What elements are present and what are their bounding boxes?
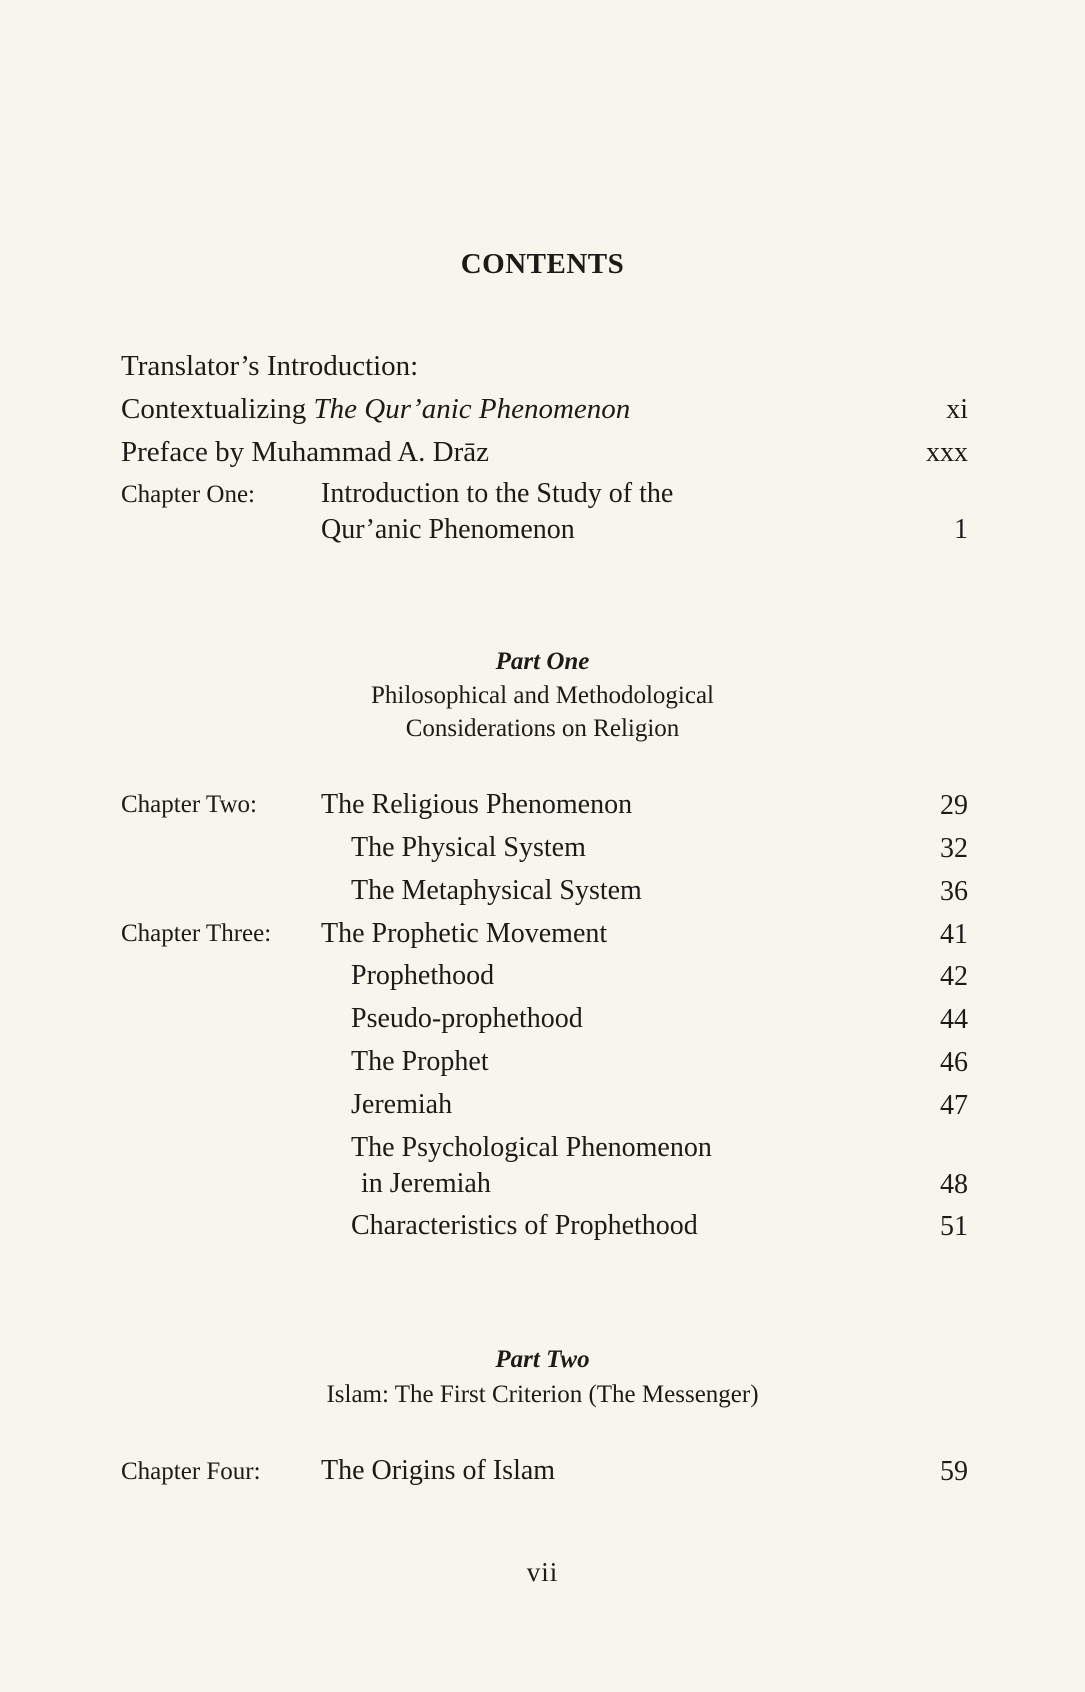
chapter-four-page: 59 (940, 1456, 968, 1487)
section-characteristics-prophethood-page: 51 (940, 1211, 968, 1242)
chapter-three-page: 41 (940, 919, 968, 950)
part-one-heading: Part One (495, 648, 590, 675)
part-one-subtitle-line1: Philosophical and Methodological (370, 682, 714, 709)
section-psychological-phenomenon: The Psychological Phenomenon (351, 1132, 712, 1163)
section-the-prophet: The Prophet (351, 1046, 489, 1077)
part-two-heading: Part Two (495, 1346, 590, 1373)
section-psychological-phenomenon-cont: in Jeremiah (361, 1168, 491, 1199)
chapter-one-title-line1: Introduction to the Study of the (321, 478, 674, 509)
section-psychological-phenomenon-page: 48 (940, 1169, 968, 1200)
translator-intro-page: xi (946, 394, 968, 425)
section-physical-system: The Physical System (351, 832, 586, 863)
preface-page: xxx (926, 437, 968, 468)
chapter-two-label: Chapter Two: (121, 791, 257, 818)
section-characteristics-prophethood: Characteristics of Prophethood (351, 1210, 698, 1241)
chapter-three-title: The Prophetic Movement (321, 918, 608, 949)
section-metaphysical-system-page: 36 (940, 876, 968, 907)
page-number: vii (526, 1557, 559, 1587)
translator-intro-prefix: Contextualizing (121, 393, 314, 425)
page-title: CONTENTS (460, 248, 625, 280)
part-one-subtitle-line2: Considerations on Religion (405, 715, 680, 742)
chapter-three-label: Chapter Three: (121, 920, 272, 947)
section-pseudo-prophethood-page: 44 (940, 1004, 968, 1035)
chapter-one-title-line2: Qur’anic Phenomenon (321, 514, 575, 545)
section-the-prophet-page: 46 (940, 1047, 968, 1078)
chapter-four-title: The Origins of Islam (321, 1455, 556, 1486)
part-two-subtitle: Islam: The First Criterion (The Messenger) (326, 1381, 759, 1408)
chapter-two-page: 29 (940, 790, 968, 821)
section-physical-system-page: 32 (940, 833, 968, 864)
book-title-italic: The Qur’anic Phenomenon (313, 393, 631, 425)
translator-intro-line2 (121, 393, 630, 426)
section-metaphysical-system: The Metaphysical System (351, 875, 642, 906)
chapter-one-label: Chapter One: (121, 481, 255, 508)
chapter-two-title: The Religious Phenomenon (321, 789, 633, 820)
section-jeremiah: Jeremiah (351, 1089, 453, 1120)
chapter-one-page: 1 (954, 514, 968, 545)
section-pseudo-prophethood: Pseudo-prophethood (351, 1003, 583, 1034)
section-prophethood: Prophethood (351, 960, 495, 991)
chapter-four-label: Chapter Four: (121, 1458, 261, 1485)
translator-intro-line1: Translator’s Introduction: (121, 350, 419, 382)
section-prophethood-page: 42 (940, 961, 968, 992)
preface-entry: Preface by Muhammad A. Drāz (121, 436, 490, 468)
section-jeremiah-page: 47 (940, 1090, 968, 1121)
